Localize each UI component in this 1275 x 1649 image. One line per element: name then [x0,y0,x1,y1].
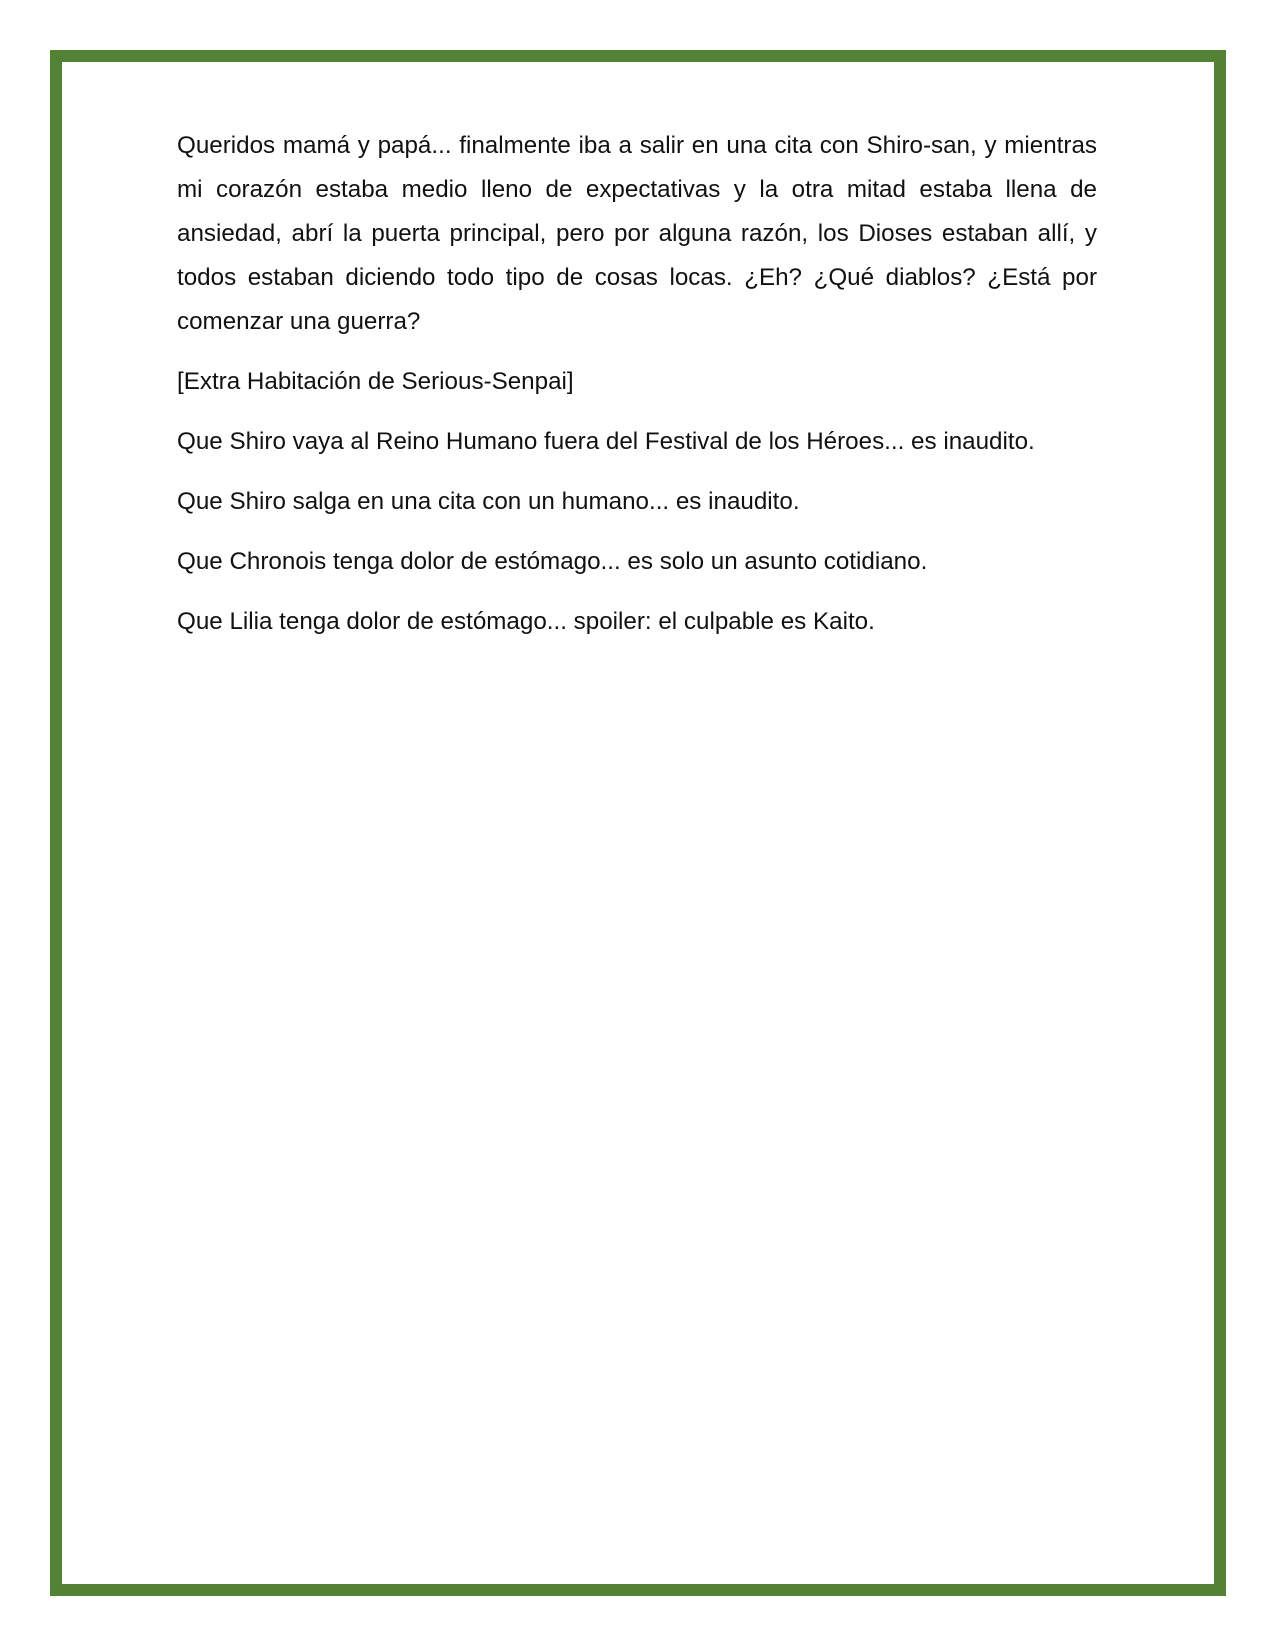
document-body [177,124,1097,660]
paragraph-lilia: Que Lilia tenga dolor de estómago... spoiler: el culpable es Kaito. [177,608,875,635]
paragraph-intro: Queridos mamá y papá... finalmente iba a salir en una cita con Shiro-san, y mientras mi corazón estaba medio lleno de expectativas y la otra mitad estaba llena de ansiedad, abrí la puerta principal, pero por alguna razón, los Dioses estaban allí, y todos estaban diciendo todo tipo de cosas locas. ¿Eh? ¿Qué diablos? ¿Está por comenzar una guerra? [177,132,1097,335]
paragraph-extra-title: [Extra Habitación de Serious-Senpai] [177,368,574,395]
paragraph-shiro-reino: Que Shiro vaya al Reino Humano fuera del Festival de los Héroes... es inaudito. [177,428,1035,455]
paragraph-chronois: Que Chronois tenga dolor de estómago... es solo un asunto cotidiano. [177,548,928,575]
paragraph-shiro-cita: Que Shiro salga en una cita con un humano... es inaudito. [177,488,800,515]
